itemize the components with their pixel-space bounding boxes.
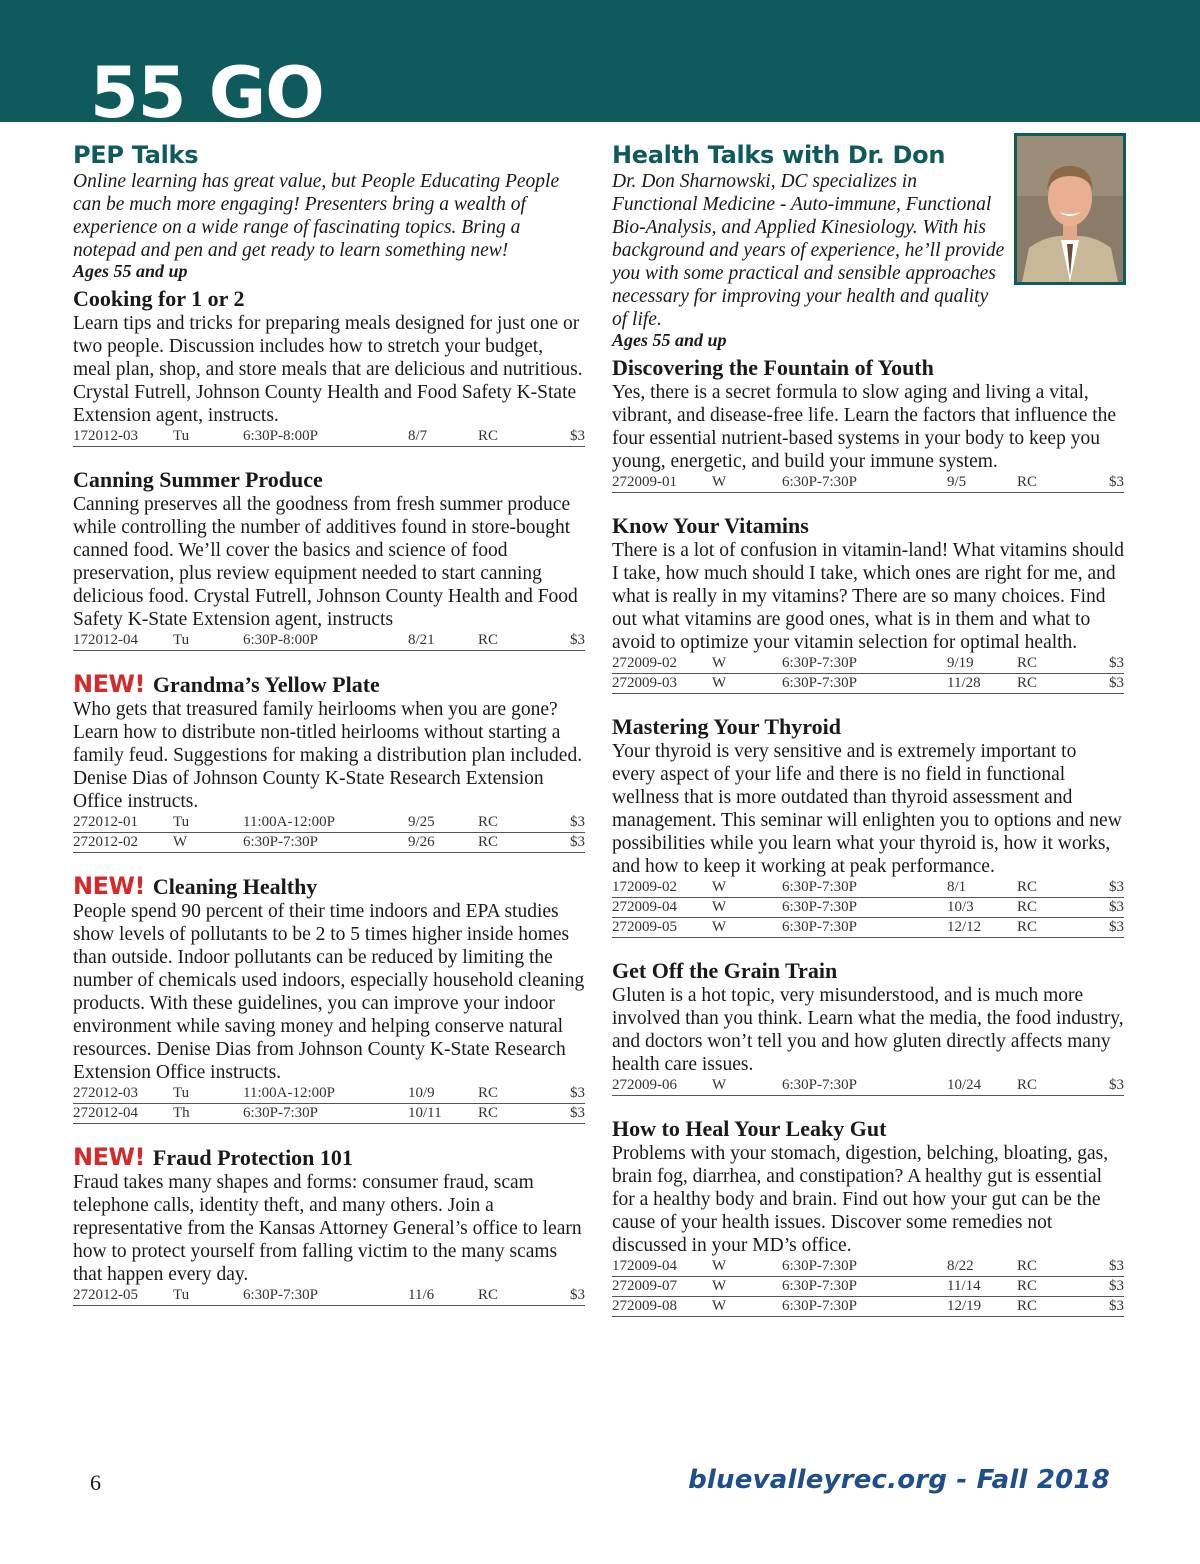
session-fee: $3 — [570, 814, 585, 830]
course — [73, 467, 585, 651]
course — [612, 513, 1124, 694]
session-time: 6:30P-7:30P — [782, 655, 858, 671]
session-location: RC — [478, 1085, 499, 1101]
session-time: 11:00A-12:00P — [243, 1085, 335, 1101]
session-time: 11:00A-12:00P — [243, 814, 335, 830]
course — [73, 873, 585, 1124]
session-location: RC — [478, 1287, 499, 1303]
session-fee: $3 — [570, 1287, 585, 1303]
page-title: 55 GO — [90, 52, 324, 134]
course-description: Gluten is a hot topic, very misunderstood, and is much more involved than you think. Learn what the media, the food industry, and doctors won’t tell you and how gluten directly affects many health care issues. — [612, 985, 1124, 1075]
session-row — [612, 654, 1124, 674]
course-description: Learn tips and tricks for preparing meals designed for just one or two people. Discussion includes how to stretch your budget, meal plan, shop, and store meals that are delicious and nutritious. Crystal Futrell, Johnson County Health and Food Safety K-State Extension agent, instructs. — [73, 313, 583, 426]
ages-note: Ages 55 and up — [612, 330, 727, 350]
section-title: PEP Talks — [73, 141, 199, 169]
course-title: How to Heal Your Leaky Gut — [612, 1116, 887, 1141]
session-day: W — [712, 1077, 727, 1093]
course-heading — [73, 1144, 585, 1171]
session-date: 8/1 — [947, 879, 967, 895]
session-fee: $3 — [1109, 879, 1124, 895]
session-row — [73, 631, 585, 651]
session-fee: $3 — [570, 428, 585, 444]
session-day: W — [712, 1278, 727, 1294]
session-fee: $3 — [570, 632, 585, 648]
session-code: 272012-04 — [73, 1105, 138, 1121]
session-location: RC — [1017, 1258, 1038, 1274]
session-day: W — [712, 655, 727, 671]
session-fee: $3 — [1109, 899, 1124, 915]
session-date: 10/3 — [947, 899, 974, 915]
session-location: RC — [1017, 1278, 1038, 1294]
course-description: Yes, there is a secret formula to slow aging and living a vital, vibrant, and disease-free life. Learn the factors that influence the four essential nutrient-based systems in your body to keep you young, energetic, and build your immune system. — [612, 382, 1117, 472]
session-row — [73, 833, 585, 853]
session-fee: $3 — [1109, 1077, 1124, 1093]
session-code: 272009-06 — [612, 1077, 677, 1093]
session-date: 9/25 — [408, 814, 435, 830]
session-location: RC — [478, 814, 499, 830]
course-heading — [612, 714, 1124, 740]
session-code: 172009-02 — [612, 879, 677, 895]
session-location: RC — [1017, 655, 1038, 671]
session-time: 6:30P-7:30P — [782, 899, 858, 915]
session-time: 6:30P-7:30P — [243, 1287, 319, 1303]
session-date: 8/21 — [408, 632, 435, 648]
course-title: Know Your Vitamins — [612, 513, 809, 538]
course-heading — [612, 1116, 1124, 1142]
session-location: RC — [478, 834, 499, 850]
session-date: 11/14 — [947, 1278, 981, 1294]
session-time: 6:30P-7:30P — [782, 1258, 858, 1274]
session-time: 6:30P-7:30P — [782, 675, 858, 691]
session-row — [73, 1084, 585, 1104]
session-row — [73, 1286, 585, 1306]
session-row — [612, 1297, 1124, 1317]
session-time: 6:30P-7:30P — [782, 1278, 858, 1294]
session-date: 9/26 — [408, 834, 435, 850]
session-code: 272009-01 — [612, 474, 677, 490]
course-title: Discovering the Fountain of Youth — [612, 355, 934, 380]
session-date: 11/6 — [408, 1287, 435, 1303]
session-location: RC — [1017, 1077, 1038, 1093]
course-title: Canning Summer Produce — [73, 467, 323, 492]
session-row — [612, 473, 1124, 493]
new-badge: NEW! — [73, 670, 145, 698]
health-talks-column — [612, 140, 1124, 1337]
course — [612, 714, 1124, 938]
session-date: 10/9 — [408, 1085, 435, 1101]
course-description: Who gets that treasured family heirlooms when you are gone? Learn how to distribute non-titled heirlooms without starting a family feud. Suggestions for making a distribution plan included. Denise Dias of Johnson County K-State Research Extension Office instructs. — [73, 699, 583, 812]
session-time: 6:30P-7:30P — [243, 834, 319, 850]
session-fee: $3 — [570, 1085, 585, 1101]
course-description: Your thyroid is very sensitive and is extremely important to every aspect of your life and there is no field in functional wellness that is more outdated than thyroid assessment and management. This seminar will enlighten you to options and new possibilities while you learn what your thyroid is, how it works, and how to keep it working at peak performance. — [612, 741, 1122, 877]
session-code: 272009-04 — [612, 899, 677, 915]
session-day: Tu — [173, 1287, 190, 1303]
new-badge: NEW! — [73, 1143, 145, 1171]
session-code: 172012-04 — [73, 632, 138, 648]
session-day: W — [712, 919, 727, 935]
course — [73, 286, 585, 447]
session-day: W — [712, 675, 727, 691]
session-code: 272012-01 — [73, 814, 138, 830]
course-title: Get Off the Grain Train — [612, 958, 838, 983]
course-title: Fraud Protection 101 — [152, 1145, 353, 1170]
session-row — [612, 1257, 1124, 1277]
session-fee: $3 — [1109, 919, 1124, 935]
session-row — [73, 813, 585, 833]
session-location: RC — [1017, 879, 1038, 895]
session-location: RC — [478, 1105, 499, 1121]
course — [73, 671, 585, 853]
course-heading — [612, 513, 1124, 539]
session-row — [612, 878, 1124, 898]
course-title: Mastering Your Thyroid — [612, 714, 841, 739]
course — [612, 355, 1124, 493]
course-heading — [73, 873, 585, 900]
session-date: 12/12 — [947, 919, 982, 935]
course-heading — [73, 467, 585, 493]
session-fee: $3 — [570, 834, 585, 850]
session-day: Tu — [173, 1085, 190, 1101]
session-location: RC — [1017, 474, 1038, 490]
course — [73, 1144, 585, 1306]
course-list — [73, 286, 585, 1306]
course-title: Grandma’s Yellow Plate — [152, 672, 380, 697]
section-title: Health Talks with Dr. Don — [612, 141, 946, 169]
course-heading — [73, 286, 585, 312]
session-day: W — [712, 879, 727, 895]
session-row — [612, 918, 1124, 938]
session-time: 6:30P-8:00P — [243, 632, 319, 648]
session-date: 8/22 — [947, 1258, 974, 1274]
session-time: 6:30P-7:30P — [782, 1077, 858, 1093]
session-day: W — [173, 834, 188, 850]
course-heading — [612, 355, 1124, 381]
session-location: RC — [1017, 1298, 1038, 1314]
session-fee: $3 — [1109, 1298, 1124, 1314]
session-time: 6:30P-7:30P — [243, 1105, 319, 1121]
session-day: Tu — [173, 428, 190, 444]
course-heading — [612, 958, 1124, 984]
session-date: 11/28 — [947, 675, 981, 691]
session-code: 172009-04 — [612, 1258, 677, 1274]
session-day: W — [712, 1258, 727, 1274]
session-code: 272012-05 — [73, 1287, 138, 1303]
session-row — [73, 427, 585, 447]
session-fee: $3 — [1109, 675, 1124, 691]
session-code: 272012-03 — [73, 1085, 138, 1101]
course-description: Canning preserves all the goodness from fresh summer produce while controlling the number of additives found in store-bought canned food. We’ll cover the basics and science of food preservation, plus review equipment needed to start canning delicious food. Crystal Futrell, Johnson County Health and Food Safety K-State Extension agent, instructs — [73, 494, 578, 630]
course-title: Cooking for 1 or 2 — [73, 286, 245, 311]
session-code: 272009-07 — [612, 1278, 677, 1294]
course — [612, 958, 1124, 1096]
pep-talks-column — [73, 140, 585, 1326]
course-description: Fraud takes many shapes and forms: consumer fraud, scam telephone calls, identity theft, and many others. Join a representative from the Kansas Attorney General’s office to learn how to protect yourself from falling victim to the many scams that happen every day. — [73, 1172, 582, 1285]
session-fee: $3 — [570, 1105, 585, 1121]
section-description: Dr. Don Sharnowski, DC specializes in Functional Medicine - Auto-immune, Functional Bio-Analysis, and Applied Kinesiology. With his background and years of experience, he’ll provide you with some practical and sensible approaches necessary for improving your health and quality of life. — [612, 171, 1005, 330]
session-code: 172012-03 — [73, 428, 138, 444]
session-time: 6:30P-7:30P — [782, 919, 858, 935]
session-day: W — [712, 899, 727, 915]
session-day: W — [712, 474, 727, 490]
session-location: RC — [1017, 919, 1038, 935]
course — [612, 1116, 1124, 1317]
session-location: RC — [478, 632, 499, 648]
session-row — [73, 1104, 585, 1124]
session-fee: $3 — [1109, 1258, 1124, 1274]
session-time: 6:30P-7:30P — [782, 474, 858, 490]
session-fee: $3 — [1109, 655, 1124, 671]
session-date: 9/19 — [947, 655, 974, 671]
session-row — [612, 898, 1124, 918]
session-day: Th — [173, 1105, 190, 1121]
session-row — [612, 1277, 1124, 1297]
session-date: 8/7 — [408, 428, 428, 444]
session-code: 272012-02 — [73, 834, 138, 850]
course-heading — [73, 671, 585, 698]
session-fee: $3 — [1109, 1278, 1124, 1294]
ages-note: Ages 55 and up — [73, 261, 188, 281]
session-row — [612, 674, 1124, 694]
session-date: 10/11 — [408, 1105, 442, 1121]
course-description: There is a lot of confusion in vitamin-land! What vitamins should I take, how much should I take, which ones are right for me, and what is really in my vitamins? There are so many choices. Find out what vitamins are good ones, what is in them and what to avoid to optimize your vitamin selection for optimal health. — [612, 540, 1124, 653]
session-row — [612, 1076, 1124, 1096]
session-location: RC — [1017, 899, 1038, 915]
new-badge: NEW! — [73, 872, 145, 900]
session-time: 6:30P-8:00P — [243, 428, 319, 444]
session-time: 6:30P-7:30P — [782, 1298, 858, 1314]
session-code: 272009-05 — [612, 919, 677, 935]
course-description: People spend 90 percent of their time indoors and EPA studies show levels of pollutants to be 2 to 5 times higher inside homes than outside. Indoor pollutants can be reduced by limiting the number of chemicals used indoors, especially household cleaning products. With these guidelines, you can improve your indoor environment while saving money and helping conserve natural resources. Denise Dias from Johnson County K-State Research Extension Office instructs. — [73, 901, 585, 1083]
header-banner — [0, 0, 1200, 134]
session-day: Tu — [173, 814, 190, 830]
session-day: Tu — [173, 632, 190, 648]
session-date: 9/5 — [947, 474, 967, 490]
session-location: RC — [1017, 675, 1038, 691]
course-description: Problems with your stomach, digestion, belching, bloating, gas, brain fog, diarrhea, and constipation? A healthy gut is essential for a healthy body and brain. Find out how your gut can be the cause of your health issues. Discover some remedies not discussed in your MD’s office. — [612, 1143, 1109, 1256]
session-code: 272009-08 — [612, 1298, 677, 1314]
course-list — [612, 355, 1124, 1317]
session-fee: $3 — [1109, 474, 1124, 490]
session-date: 12/19 — [947, 1298, 982, 1314]
session-code: 272009-02 — [612, 655, 677, 671]
footer-site: bluevalleyrec.org - Fall 2018 — [688, 1465, 1110, 1495]
session-location: RC — [478, 428, 499, 444]
session-day: W — [712, 1298, 727, 1314]
session-date: 10/24 — [947, 1077, 982, 1093]
session-code: 272009-03 — [612, 675, 677, 691]
session-time: 6:30P-7:30P — [782, 879, 858, 895]
course-title: Cleaning Healthy — [152, 874, 318, 899]
section-description: Online learning has great value, but People Educating People can be much more engaging! Presenters bring a wealth of experience on a wide range of fascinating topics. Bring a notepad and pen and get ready to learn something new! — [73, 171, 560, 261]
page-number: 6 — [90, 1470, 101, 1495]
